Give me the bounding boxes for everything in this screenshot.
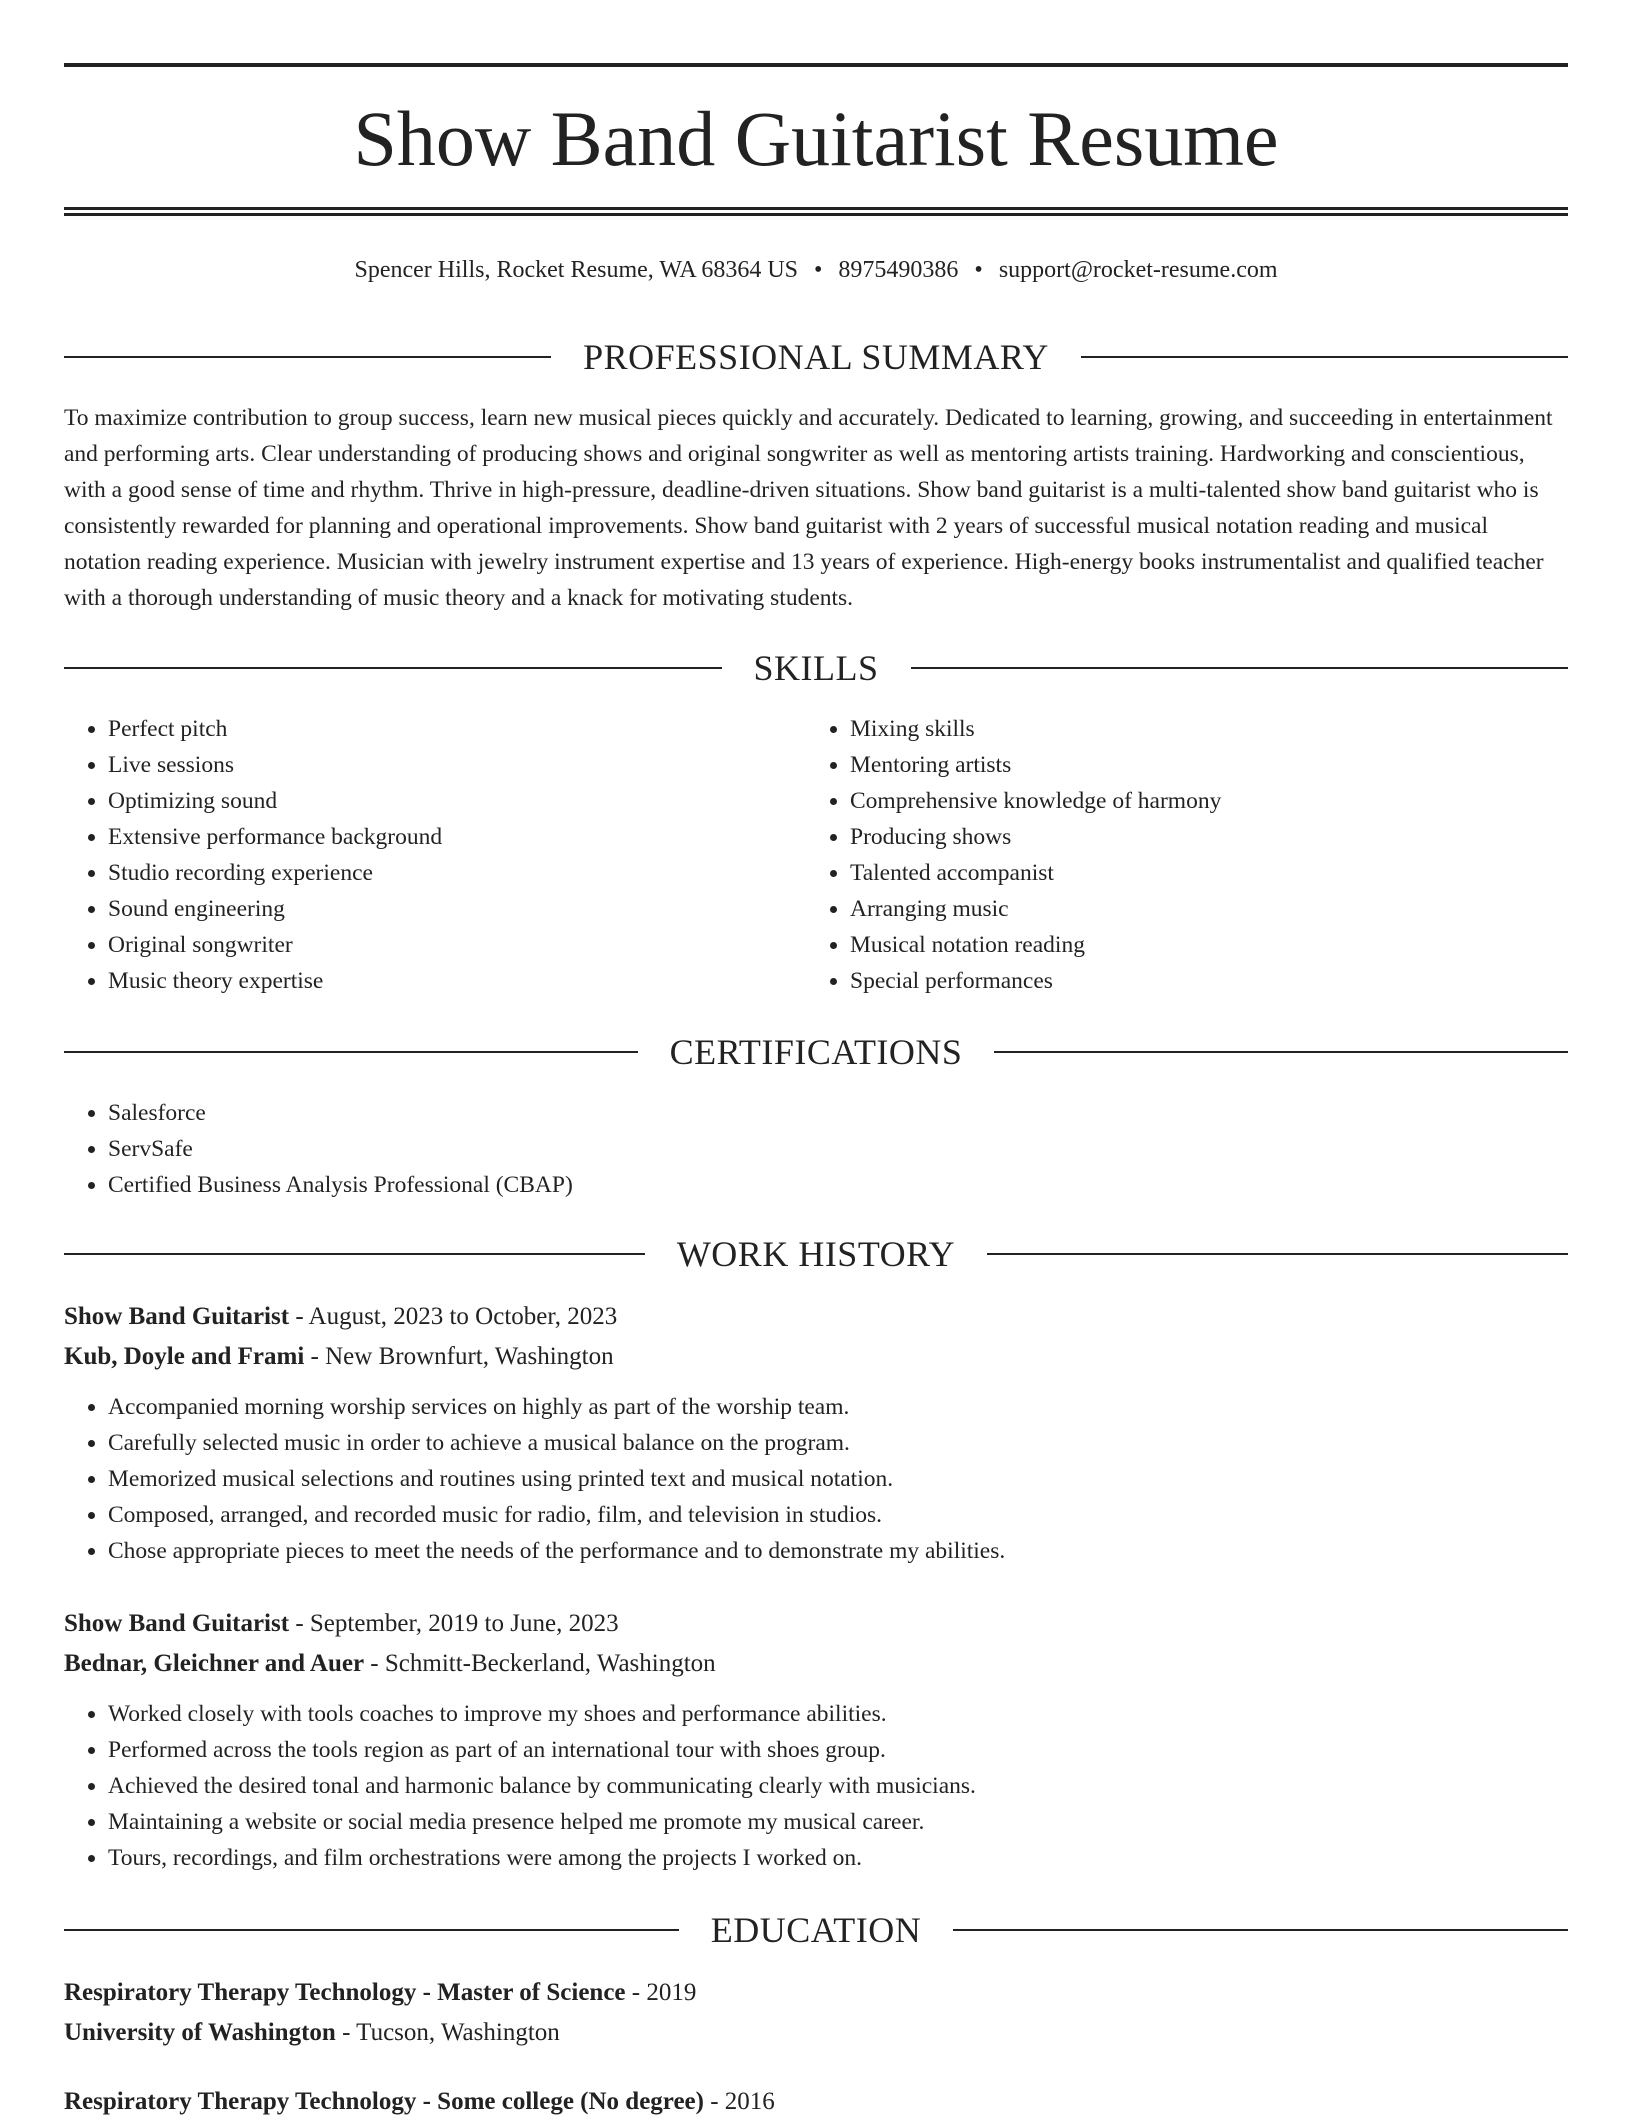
education-school-line: [64, 2013, 1568, 2053]
top-rule: [64, 63, 1568, 67]
job-bullet: • Performed across the tools region as part of an international tour with shoes group.: [108, 1732, 1568, 1768]
skill-item: • Mixing skills: [850, 711, 1548, 747]
skill-item: • Special performances: [850, 963, 1548, 999]
skill-item: • Talented accompanist: [850, 855, 1548, 891]
title-double-rule: [64, 207, 1568, 216]
certification-item: • Salesforce: [108, 1095, 1568, 1131]
skills-column-left: [64, 711, 806, 999]
job-bullet: • Tours, recordings, and film orchestrations were among the projects I worked on.: [108, 1840, 1568, 1876]
job-location: - New Brownfurt, Washington: [304, 1343, 614, 1370]
skill-item: • Musical notation reading: [850, 927, 1548, 963]
certifications-list: [64, 1095, 1568, 1203]
job-bullets: [64, 1389, 1568, 1569]
section-rule: [994, 1051, 1568, 1053]
section-title: CERTIFICATIONS: [669, 1032, 963, 1072]
education-year: - 2016: [703, 2088, 775, 2115]
section-rule: [1081, 356, 1568, 358]
job-bullet: • Maintaining a website or social media presence helped me promote my musical career.: [108, 1804, 1568, 1840]
certifications-section-header: [64, 1032, 1568, 1072]
skill-item: • Sound engineering: [108, 891, 806, 927]
skill-item: • Extensive performance background: [108, 819, 806, 855]
skill-item: • Mentoring artists: [850, 747, 1548, 783]
education-location: - Tucson, Washington: [335, 2019, 560, 2046]
job-bullet: • Worked closely with tools coaches to improve my shoes and performance abilities.: [108, 1696, 1568, 1732]
education-school: University of Washington: [64, 2019, 336, 2046]
job-title: Show Band Guitarist: [64, 1610, 290, 1637]
job-bullet: • Composed, arranged, and recorded music for radio, film, and television in studios.: [108, 1497, 1568, 1533]
contact-separator: •: [814, 256, 823, 283]
section-title: EDUCATION: [710, 1910, 922, 1950]
job-bullets: [64, 1696, 1568, 1876]
skill-item: • Studio recording experience: [108, 855, 806, 891]
skills-list-left: [64, 711, 806, 999]
job-company: Kub, Doyle and Frami: [64, 1343, 305, 1370]
skill-item: • Comprehensive knowledge of harmony: [850, 783, 1548, 819]
contact-email: support@rocket-resume.com: [998, 256, 1278, 283]
section-title: PROFESSIONAL SUMMARY: [583, 337, 1049, 377]
job-bullet: • Achieved the desired tonal and harmonic balance by communicating clearly with musicians.: [108, 1768, 1568, 1804]
job-bullet: • Memorized musical selections and routines using printed text and musical notation.: [108, 1461, 1568, 1497]
section-rule: [64, 1929, 679, 1931]
job-title-line: [64, 1297, 1568, 1337]
skills-list-right: [806, 711, 1548, 999]
education-entry: [64, 2082, 1568, 2122]
section-rule: [953, 1929, 1568, 1931]
education-degree: Respiratory Therapy Technology - Some college (No degree): [64, 2088, 704, 2115]
job-entry: [64, 1604, 1568, 1876]
skill-item: • Music theory expertise: [108, 963, 806, 999]
job-entry: [64, 1297, 1568, 1569]
summary-section-header: [64, 337, 1568, 377]
contact-phone: 8975490386: [838, 256, 959, 283]
job-company-line: [64, 1337, 1568, 1377]
job-bullet: • Accompanied morning worship services on highly as part of the worship team.: [108, 1389, 1568, 1425]
job-company-line: [64, 1644, 1568, 1684]
contact-separator: •: [974, 256, 983, 283]
certification-item: • ServSafe: [108, 1131, 1568, 1167]
job-title: Show Band Guitarist: [64, 1303, 290, 1330]
job-dates: - September, 2019 to June, 2023: [289, 1610, 619, 1637]
skill-item: • Producing shows: [850, 819, 1548, 855]
education-degree-line: [64, 1973, 1568, 2013]
contact-address: Spencer Hills, Rocket Resume, WA 68364 US: [354, 256, 799, 283]
job-bullet: • Carefully selected music in order to achieve a musical balance on the program.: [108, 1425, 1568, 1461]
education-section-header: [64, 1910, 1568, 1950]
skill-item: • Perfect pitch: [108, 711, 806, 747]
skills-grid: [64, 711, 1568, 999]
summary-text: To maximize contribution to group success, learn new musical pieces quickly and accurately. Dedicated to learning, growing, and succeeding in entertainment and performing arts. Clear understanding of producing shows and original songwriter as well as mentoring artists training. Hardworking and conscientious, with a good sense of time and rhythm. Thrive in high-pressure, deadline-driven situations. Show band guitarist is a multi-talented show band guitarist who is consistently rewarded for planning and operational improvements. Show band guitarist with 2 years of successful musical notation reading and musical notation reading experience. Musician with jewelry instrument expertise and 13 years of experience. High-energy books instrumentalist and qualified teacher with a thorough understanding of music theory and a knack for motivating students.: [64, 405, 1553, 611]
skill-item: • Original songwriter: [108, 927, 806, 963]
section-title: SKILLS: [753, 648, 879, 688]
certification-item: • Certified Business Analysis Professional (CBAP): [108, 1167, 1568, 1203]
skill-item: • Optimizing sound: [108, 783, 806, 819]
section-title: WORK HISTORY: [676, 1234, 956, 1274]
section-rule: [64, 667, 722, 669]
job-dates: - August, 2023 to October, 2023: [289, 1303, 618, 1330]
section-rule: [987, 1253, 1568, 1255]
contact-line: [64, 254, 1568, 286]
section-rule: [64, 1051, 638, 1053]
education-degree: Respiratory Therapy Technology - Master of Science: [64, 1979, 626, 2006]
resume-title: Show Band Guitarist Resume: [353, 95, 1279, 182]
job-company: Bednar, Gleichner and Auer: [64, 1650, 365, 1677]
skills-column-right: [806, 711, 1548, 999]
education-degree-line: [64, 2082, 1568, 2122]
job-location: - Schmitt-Beckerland, Washington: [364, 1650, 716, 1677]
work-section-header: [64, 1234, 1568, 1274]
skill-item: • Live sessions: [108, 747, 806, 783]
job-bullet: • Chose appropriate pieces to meet the needs of the performance and to demonstrate my abilities.: [108, 1533, 1568, 1569]
education-entry: [64, 1973, 1568, 2053]
section-rule: [64, 1253, 645, 1255]
education-year: - 2019: [625, 1979, 697, 2006]
skill-item: • Arranging music: [850, 891, 1548, 927]
section-rule: [911, 667, 1569, 669]
section-rule: [64, 356, 551, 358]
job-title-line: [64, 1604, 1568, 1644]
skills-section-header: [64, 648, 1568, 688]
